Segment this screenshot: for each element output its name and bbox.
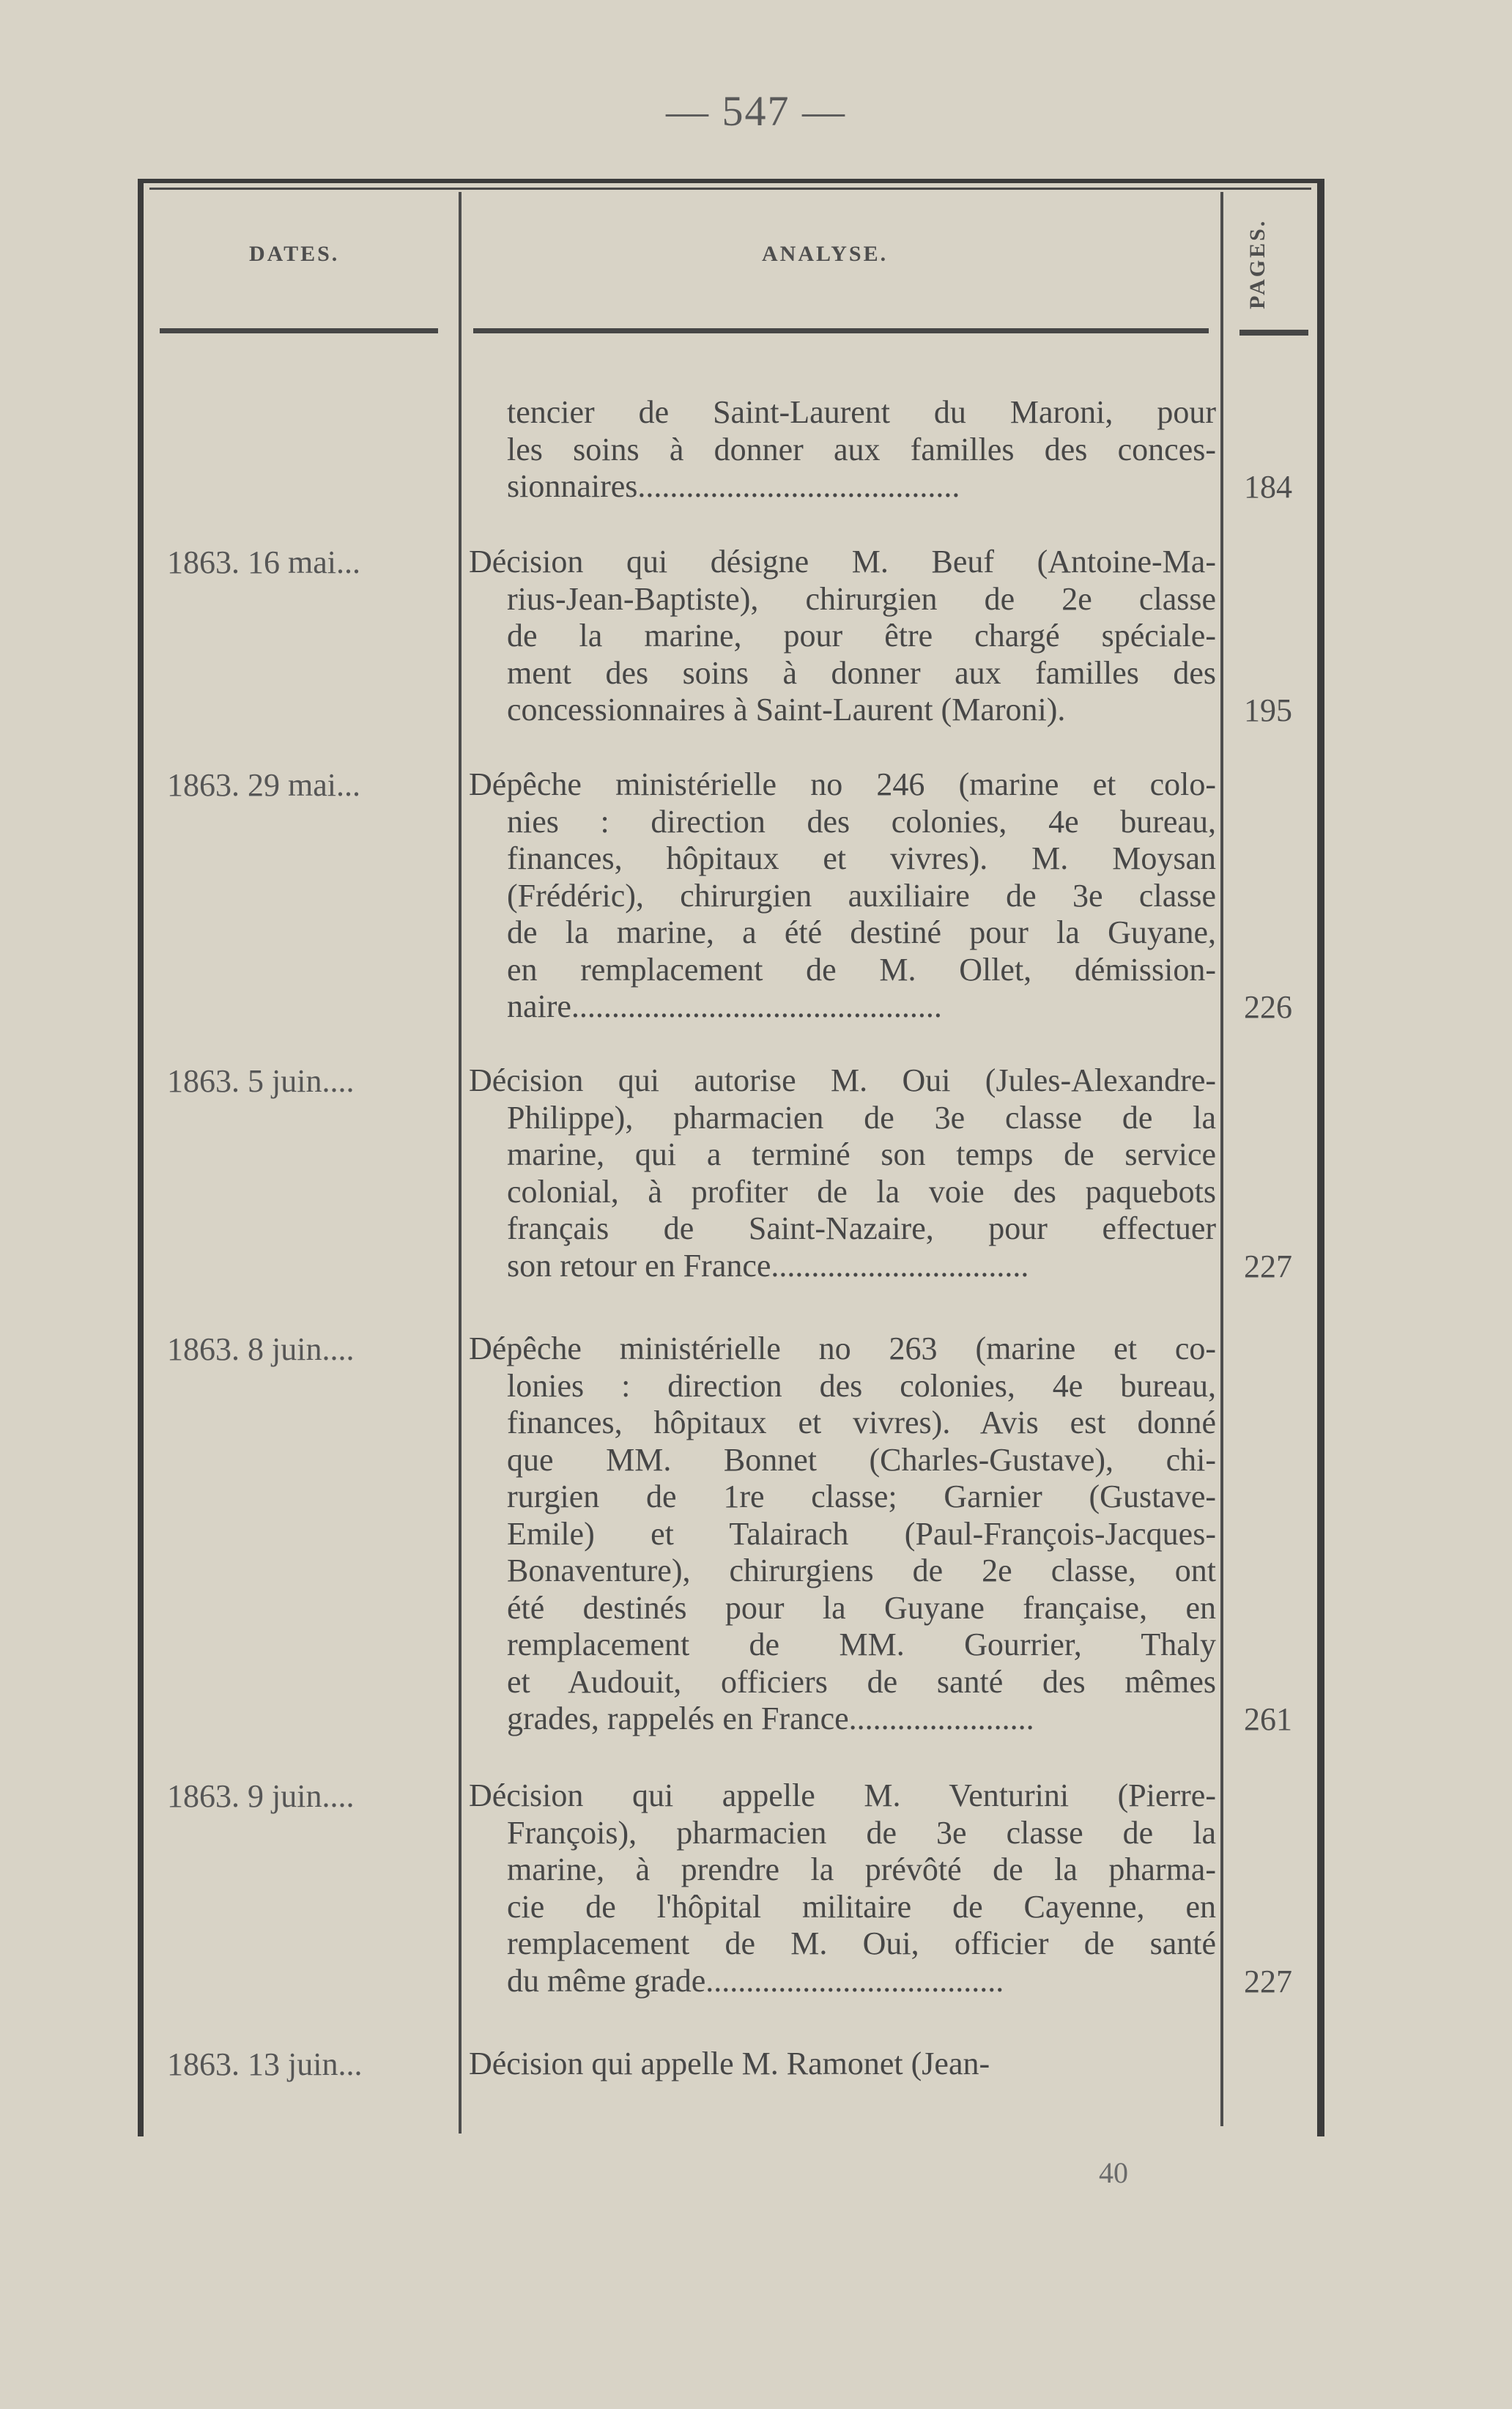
entry-page: 184 xyxy=(1244,469,1292,505)
header-rule-pages xyxy=(1239,330,1308,336)
analysis-line: Décision qui autorise M. Oui (Jules-Alexandre- xyxy=(469,1062,1216,1098)
page-number: — 547 — xyxy=(666,87,846,135)
header-rule-dates xyxy=(160,328,438,333)
entry-page: 261 xyxy=(1244,1701,1292,1737)
analysis-line: Bonaventure), chirurgiens de 2e classe, ont xyxy=(507,1553,1216,1588)
analysis-line: concessionnaires à Saint-Laurent (Maroni). xyxy=(507,692,1066,728)
header-dates: DATES. xyxy=(249,242,340,266)
analysis-line: été destinés pour la Guyane française, en xyxy=(507,1589,1216,1626)
analysis-line: de la marine, pour être chargé spéciale- xyxy=(507,618,1216,654)
entry-date: 1863. 5 juin.... xyxy=(167,1063,355,1099)
entry-page: 195 xyxy=(1244,692,1292,728)
analysis-line: nies : direction des colonies, 4e bureau, xyxy=(507,803,1216,840)
header-analyse: ANALYSE. xyxy=(762,242,889,266)
entry-date: 1863. 9 juin.... xyxy=(167,1778,355,1814)
analysis-line: que MM. Bonnet (Charles-Gustave), chi- xyxy=(507,1441,1216,1478)
analysis-line: Dépêche ministérielle no 246 (marine et colo- xyxy=(469,766,1216,802)
analysis-line: son retour en France................................ xyxy=(507,1247,1029,1284)
analysis-line: sionnaires........................................ xyxy=(507,468,960,504)
entry-page: 227 xyxy=(1244,1963,1292,1999)
analysis-line: Philippe), pharmacien de 3e classe de la xyxy=(507,1099,1216,1136)
header-rule-analyse xyxy=(473,328,1209,333)
analysis-line: rius-Jean-Baptiste), chirurgien de 2e classe xyxy=(507,580,1216,617)
analysis-line: Décision qui appelle M. Venturini (Pierre- xyxy=(469,1777,1216,1813)
entry-analysis xyxy=(469,544,1216,729)
signature-mark: 40 xyxy=(1099,2156,1128,2189)
entry-page: 226 xyxy=(1244,989,1292,1025)
analysis-line: marine, qui a terminé son temps de service xyxy=(507,1136,1216,1172)
entry-date: 1863. 16 mai... xyxy=(167,544,360,580)
analysis-line: Décision qui appelle M. Ramonet (Jean- xyxy=(469,2046,990,2081)
column-divider-pages xyxy=(1220,192,1223,2126)
entry-page: 227 xyxy=(1244,1248,1292,1284)
entry-date: 1863. 13 juin... xyxy=(167,2046,363,2082)
analysis-line: français de Saint-Nazaire, pour effectuer xyxy=(507,1210,1216,1246)
analysis-line: tencier de Saint-Laurent du Maroni, pour xyxy=(507,394,1216,430)
analysis-line: Emile) et Talairach (Paul-François-Jacques- xyxy=(507,1515,1216,1552)
analysis-line: du même grade..................................... xyxy=(507,1962,1004,1999)
entry-analysis xyxy=(469,766,1216,1026)
analysis-line: François), pharmacien de 3e classe de la xyxy=(507,1814,1216,1851)
analysis-line: cie de l'hôpital militaire de Cayenne, en xyxy=(507,1888,1216,1925)
analysis-line: (Frédéric), chirurgien auxiliaire de 3e classe xyxy=(507,877,1216,914)
entry-date: 1863. 29 mai... xyxy=(167,767,360,803)
analysis-line: marine, à prendre la prévôté de la pharma- xyxy=(507,1851,1216,1887)
entry-analysis xyxy=(469,1777,1216,1999)
analysis-line: finances, hôpitaux et vivres). Avis est donné xyxy=(507,1405,1216,1440)
entry-analysis xyxy=(469,1331,1216,1738)
entry-date: 1863. 8 juin.... xyxy=(167,1331,355,1367)
analysis-line: colonial, à profiter de la voie des paquebots xyxy=(507,1173,1216,1210)
header-pages: PAGES. xyxy=(1245,218,1270,309)
entry-analysis xyxy=(469,2046,1216,2083)
analysis-line: ment des soins à donner aux familles des xyxy=(507,654,1216,691)
analysis-line: rurgien de 1re classe; Garnier (Gustave- xyxy=(507,1479,1216,1514)
analysis-line: de la marine, a été destiné pour la Guyane, xyxy=(507,914,1216,950)
analysis-line: en remplacement de M. Ollet, démission- xyxy=(507,951,1216,988)
analysis-line: naire.............................................. xyxy=(507,988,942,1024)
entry-analysis xyxy=(469,394,1216,506)
analysis-line: remplacement de MM. Gourrier, Thaly xyxy=(507,1627,1216,1662)
analysis-line: Dépêche ministérielle no 263 (marine et co- xyxy=(469,1331,1216,1366)
analysis-line: Décision qui désigne M. Beuf (Antoine-Ma- xyxy=(469,544,1216,580)
analysis-line: les soins à donner aux familles des conces- xyxy=(507,431,1216,467)
analysis-line: lonies : direction des colonies, 4e bureau, xyxy=(507,1367,1216,1404)
analysis-line: grades, rappelés en France....................... xyxy=(507,1701,1034,1736)
analysis-line: remplacement de M. Oui, officier de santé xyxy=(507,1925,1216,1961)
analysis-line: finances, hôpitaux et vivres). M. Moysan xyxy=(507,840,1216,876)
entry-analysis xyxy=(469,1062,1216,1284)
analysis-line: et Audouit, officiers de santé des mêmes xyxy=(507,1663,1216,1700)
column-divider-dates xyxy=(459,192,462,2134)
